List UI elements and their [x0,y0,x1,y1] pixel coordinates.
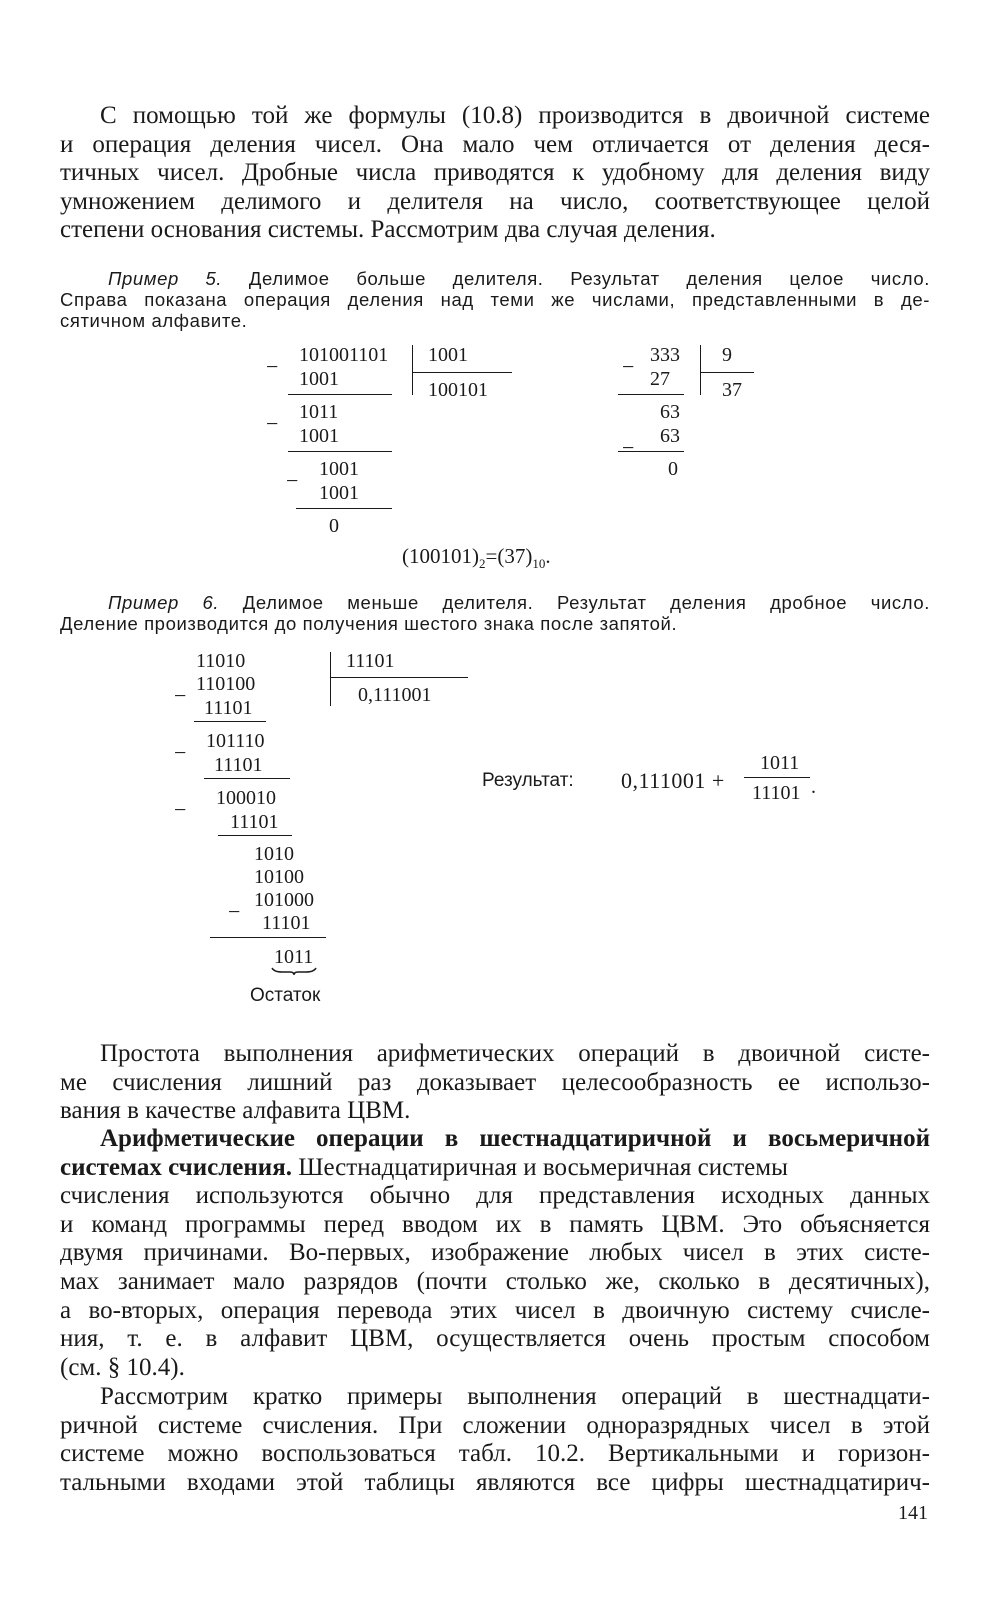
examples-line-2: ричной системе счисления. При сложении одноразрядных чисел в этой [60,1411,930,1439]
hex-line-5: мах занимает мало разрядов (почти столько же, сколько в десятичных), [60,1267,930,1295]
hex-line-8: (см. § 10.4). [60,1353,185,1381]
division-bracket [330,652,331,706]
minus-sign: − [266,354,279,379]
minus-sign: − [174,797,187,822]
page-number: 141 [898,1502,928,1524]
examples-line-3: системе можно воспользоваться табл. 10.2. Вертикальными и горизон- [60,1440,930,1468]
example5-lead: Пример 5. [108,268,223,289]
dividend: 101001101 [299,344,389,366]
quotient: 37 [722,379,742,401]
division-rule [194,721,266,722]
simplicity-line-2: ме счисления лишний раз доказывает целесообразность ее использо- [60,1068,930,1096]
division-rule [218,835,292,836]
subtrahend: 27 [650,368,670,390]
division-step: 11101 [204,697,253,719]
intro-line-5: степени основания системы. Рассмотрим два случая деления. [60,216,716,244]
division-rule [618,451,684,452]
hex-line-6: а во-вторых, операция перевода этих чисел в двоичную систему счисле- [60,1296,930,1324]
divisor-rule [330,677,468,678]
minus-sign: − [174,683,187,708]
result-decimal-base: 10 [532,556,546,572]
example5-line-3: сятичном алфавите. [60,310,248,331]
minus-sign: − [622,435,635,460]
division-bracket [412,345,413,395]
divisor: 1001 [428,344,468,366]
fraction-rule [744,777,810,778]
underbrace-icon [270,966,318,976]
divisor-rule [412,372,512,373]
example6-line-2: Деление производится до получения шестого знака после запятой. [60,613,678,634]
division-step: 110100 [196,673,256,695]
minus-sign: − [228,899,241,924]
subtrahend: 1001 [299,425,339,447]
result-dot: . [545,544,551,568]
simplicity-line-3: вания в качестве алфавита ЦВМ. [60,1097,411,1125]
result-value: 0,111001 + [621,768,725,793]
quotient: 100101 [428,379,488,401]
result-end: . [811,776,816,798]
hex-line-2: счисления используются обычно для представления исходных данных [60,1182,930,1210]
partial-remainder: 1011 [299,401,339,423]
examples-line-4: тальными входами этой таблицы являются все цифры шестнадцатирич- [60,1468,930,1496]
example5-result [402,545,551,575]
result-binary-base: 2 [479,556,486,572]
hex-line-1: Шестнадцатиричная и восьмеричная системы [291,1153,788,1181]
minus-sign: − [174,740,187,765]
divisor-rule [700,372,754,373]
division-step: 11101 [262,912,311,934]
partial-remainder: 63 [660,401,680,423]
result-numerator: 1011 [760,752,800,774]
division-rule [204,778,290,779]
division-step: 101000 [254,889,314,911]
intro-line-4: умножением делимого и делителя на число, соответствующее целой [60,187,930,215]
division-step: 1010 [254,843,294,865]
division-step: 11101 [230,811,279,833]
minus-sign: − [622,354,635,379]
example5-line-1: Делимое больше делителя. Результат деления целое число. [248,268,930,289]
simplicity-paragraph [60,1040,930,1126]
division-rule [288,394,392,395]
division-step: 11101 [214,754,263,776]
hex-line-4: двумя причинами. Во-первых, изображение любых чисел в этих систе- [60,1239,930,1267]
minus-sign: − [266,411,279,436]
result-binary: (100101) [402,544,479,568]
intro-line-1: С помощью той же формулы (10.8) производится в двоичной системе [100,102,930,129]
divisor: 11101 [346,650,395,672]
intro-line-3: тичных чисел. Дробные числа приводятся к удобному для деления виду [60,159,930,187]
partial-remainder: 1001 [319,458,359,480]
division-step: 101110 [206,730,265,752]
dividend: 333 [650,344,680,366]
examples-line-1: Рассмотрим кратко примеры выполнения операций в шестнадцати- [100,1383,930,1410]
result-label: Результат: [482,770,574,791]
division-step: 10100 [254,866,304,888]
simplicity-line-1: Простота выполнения арифметических операций в двоичной систе- [100,1040,930,1067]
dividend: 11010 [196,650,246,672]
divisor: 9 [722,344,732,366]
division-bracket [700,345,701,395]
division-rule [210,937,326,938]
division-step: 100010 [216,787,276,809]
remainder-label: Остаток [250,985,321,1006]
subtrahend: 1001 [299,368,339,390]
result-denominator: 11101 [752,782,801,804]
result-equals: = [485,544,498,568]
section-heading: Арифметические операции в шестнадцатиричной и восьмеричной системах счисления. [60,1125,930,1181]
hex-line-3: и команд программы перед вводом их в память ЦВМ. Это объясняется [60,1210,930,1238]
example6-caption [60,592,930,634]
hex-octal-paragraph [60,1125,930,1382]
division-rule [288,451,392,452]
quotient: 0,111001 [358,684,432,706]
final-remainder: 1011 [274,946,314,968]
example5-line-2: Справа показана операция деления над теми же числами, представленными в де- [60,289,930,310]
result-decimal: (37) [497,544,533,568]
example6-lead: Пример 6. [108,592,220,613]
remainder: 0 [329,515,339,537]
division-rule [296,508,392,509]
remainder: 0 [668,458,678,480]
examples-paragraph [60,1383,930,1497]
minus-sign: − [286,468,299,493]
example5-caption [60,268,930,331]
example6-line-1: Делимое меньше делителя. Результат деления дробное число. [242,592,930,613]
intro-line-2: и операция деления чисел. Она мало чем отличается от деления деся- [60,130,930,158]
division-rule [618,394,684,395]
subtrahend: 63 [660,425,680,447]
hex-line-7: ния, т. е. в алфавит ЦВМ, осуществляется очень простым способом [60,1325,930,1353]
intro-paragraph [60,102,930,245]
subtrahend: 1001 [319,482,359,504]
